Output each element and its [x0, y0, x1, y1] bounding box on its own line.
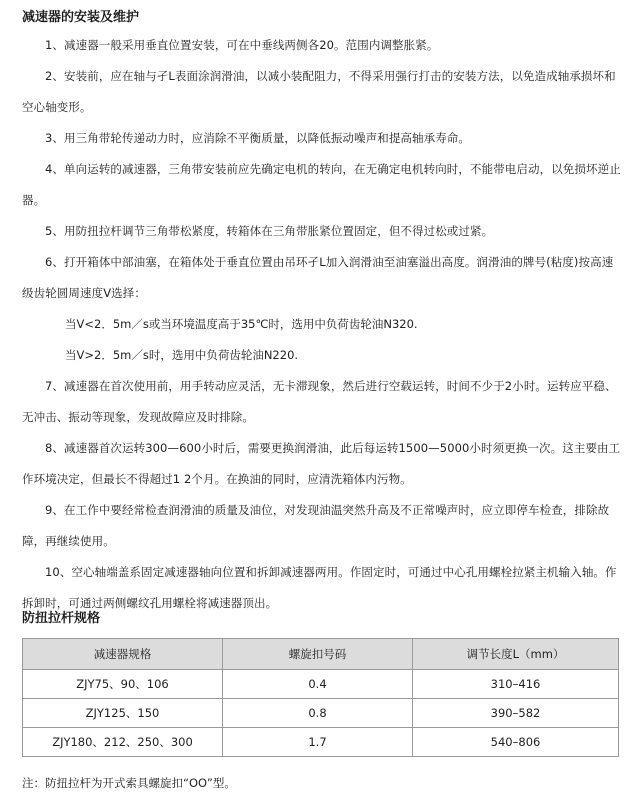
paragraph-1: 1、减速器一般采用垂直位置安装，可在中垂线两侧各20。范围内调整胀紧。 [45, 38, 439, 52]
oil-selection-low-speed: 当V<2．5m／s或当环境温度高于35℃时，选用中负荷齿轮油N320. [65, 317, 418, 331]
paragraph-7: 7、减速器在首次使用前，用手转动应灵活，无卡滞现象，然后进行空载运转，时间不少于2小时。运转应平稳、无冲击、振动等现象，发现故障应及时排除。 [22, 379, 617, 424]
footnote: 注：防扭拉杆为开式索具螺旋扣“OO”型。 [22, 776, 236, 790]
table-row [23, 670, 619, 699]
table-header-row [23, 639, 619, 670]
paragraph-6: 6、打开箱体中部油塞，在箱体处于垂直位置由吊环孑L加入润滑油至油塞溢出高度。润滑油的牌号(粘度)按高速级齿轮圆周速度V选择： [22, 255, 614, 300]
table-row [23, 728, 619, 757]
cell-turnbuckle-number: 0.8 [223, 699, 413, 728]
section-title-installation: 减速器的安装及维护 [22, 10, 140, 25]
cell-reducer-spec: ZJY180、212、250、300 [23, 728, 223, 757]
cell-turnbuckle-number: 0.4 [223, 670, 413, 699]
header-reducer-spec: 减速器规格 [23, 639, 223, 670]
paragraph-3: 3、用三角带轮传递动力时，应消除不平衡质量，以降低振动噪声和提高轴承寿命。 [45, 131, 471, 145]
cell-adjust-length: 390–582 [413, 699, 619, 728]
paragraph-4: 4、单向运转的减速器，三角带安装前应先确定电机的转向，在无确定电机转向时，不能带电启动，以免损坏逆止器。 [22, 162, 621, 207]
paragraph-2: 2、安装前，应在轴与孑L表面涂润滑油，以减小装配阻力，不得采用强行打击的安装方法，以免造成轴承损坏和空心轴变形。 [22, 69, 616, 114]
cell-adjust-length: 540–806 [413, 728, 619, 757]
paragraph-9: 9、在工作中要经常检查润滑油的质量及油位，对发现油温突然升高及不正常噪声时，应立即停车检查，排除故障，再继续使用。 [22, 503, 610, 548]
paragraph-list [22, 30, 622, 619]
cell-adjust-length: 310–416 [413, 670, 619, 699]
section-title-torque-rod: 防扭拉杆规格 [22, 611, 101, 626]
cell-reducer-spec: ZJY125、150 [23, 699, 223, 728]
header-turnbuckle-number: 螺旋扣号码 [223, 639, 413, 670]
paragraph-8: 8、减速器首次运转300—600小时后，需要更换润滑油，此后每运转1500—5000小时须更换一次。这主要由工作环境决定，但最长不得超过1 2个月。在换油的同时，应清洗箱体内污物。 [22, 441, 621, 486]
paragraph-10: 10、空心轴端盖系固定减速器轴向位置和拆卸减速器两用。作固定时，可通过中心孔用螺栓拉紧主机输入轴。作拆卸时，可通过两侧螺纹孔用螺栓将减速器顶出。 [22, 565, 617, 610]
torque-rod-spec-table [22, 638, 619, 757]
paragraph-5: 5、用防扭拉杆调节三角带松紧度，转箱体在三角带胀紧位置固定，但不得过松或过紧。 [45, 224, 494, 238]
table-row [23, 699, 619, 728]
cell-turnbuckle-number: 1.7 [223, 728, 413, 757]
header-adjust-length: 调节长度L（mm） [413, 639, 619, 670]
oil-selection-high-speed: 当V>2．5m／s时，选用中负荷齿轮油N220. [65, 348, 299, 362]
cell-reducer-spec: ZJY75、90、106 [23, 670, 223, 699]
